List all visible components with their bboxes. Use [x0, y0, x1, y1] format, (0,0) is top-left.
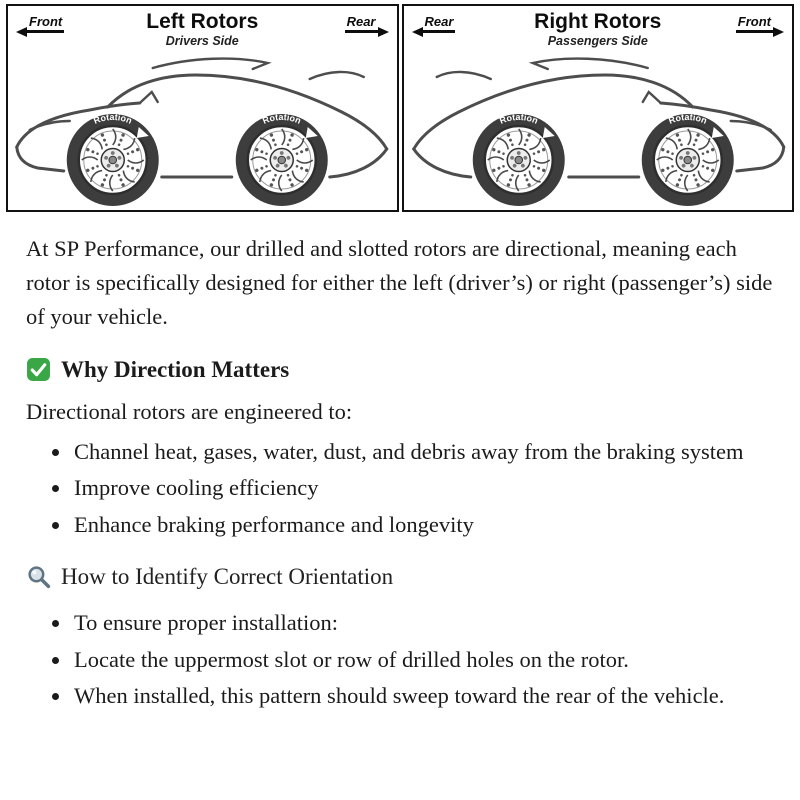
why-direction-matters-heading [26, 357, 774, 383]
panel-title: Right Rotors [534, 10, 662, 33]
arrow-left-icon [16, 27, 27, 37]
panel-title: Left Rotors [146, 10, 259, 33]
right-panel-title-block [504, 11, 693, 48]
direction-label-text: Rear [345, 15, 378, 33]
list-item: • When installed, this pattern should sweep toward the rear of the vehicle. [72, 679, 774, 713]
front-rotor-icon [67, 112, 159, 206]
section1-lead: Directional rotors are engineered to: [26, 398, 353, 424]
direction-label-text: Front [27, 15, 64, 33]
panel-subtitle: Drivers Side [165, 34, 239, 49]
intro-paragraph: At SP Performance, our drilled and slotted rotors are directional, meaning each rotor is specifically designed for either the left (driver’s) or right (passenger’s) side of your vehicle. [26, 236, 773, 330]
arrow-left-icon [412, 27, 423, 37]
rear-rotor-icon [236, 112, 328, 206]
right-rotors-panel [402, 4, 795, 212]
list-item: • Locate the uppermost slot or row of drilled holes on the rotor. [72, 643, 774, 677]
left-panel-title-block [108, 11, 297, 48]
magnifying-glass-icon [26, 564, 51, 589]
right-panel-header [404, 6, 793, 48]
list-item: • To ensure proper installation: [72, 606, 774, 640]
front-direction-label [736, 15, 784, 33]
right-car-illustration [404, 50, 793, 210]
left-car-illustration [8, 50, 397, 210]
check-mark-icon [26, 357, 51, 382]
arrow-right-icon [378, 27, 389, 37]
list-item: • Improve cooling efficiency [72, 471, 774, 505]
rear-rotor-icon [472, 112, 564, 206]
heading-text: Why Direction Matters [61, 356, 290, 382]
left-rotors-panel [6, 4, 399, 212]
list-item: • Channel heat, gases, water, dust, and debris away from the braking system [72, 435, 774, 469]
direction-label-text: Front [736, 15, 773, 33]
list-item: • Enhance braking performance and longevity [72, 508, 774, 542]
article-body [0, 212, 800, 745]
heading-text: How to Identify Correct Orientation [61, 563, 394, 589]
front-direction-label [16, 15, 108, 33]
how-to-identify-heading [26, 564, 774, 590]
rear-direction-label [345, 15, 389, 33]
section2-bullet-list [26, 606, 774, 713]
front-rotor-icon [641, 112, 733, 206]
arrow-right-icon [773, 27, 784, 37]
rear-direction-label [412, 15, 504, 33]
section1-bullet-list [26, 435, 774, 542]
panel-subtitle: Passengers Side [547, 34, 648, 49]
direction-label-text: Rear [423, 15, 456, 33]
left-panel-header [8, 6, 397, 48]
rotor-direction-diagram [0, 0, 800, 212]
